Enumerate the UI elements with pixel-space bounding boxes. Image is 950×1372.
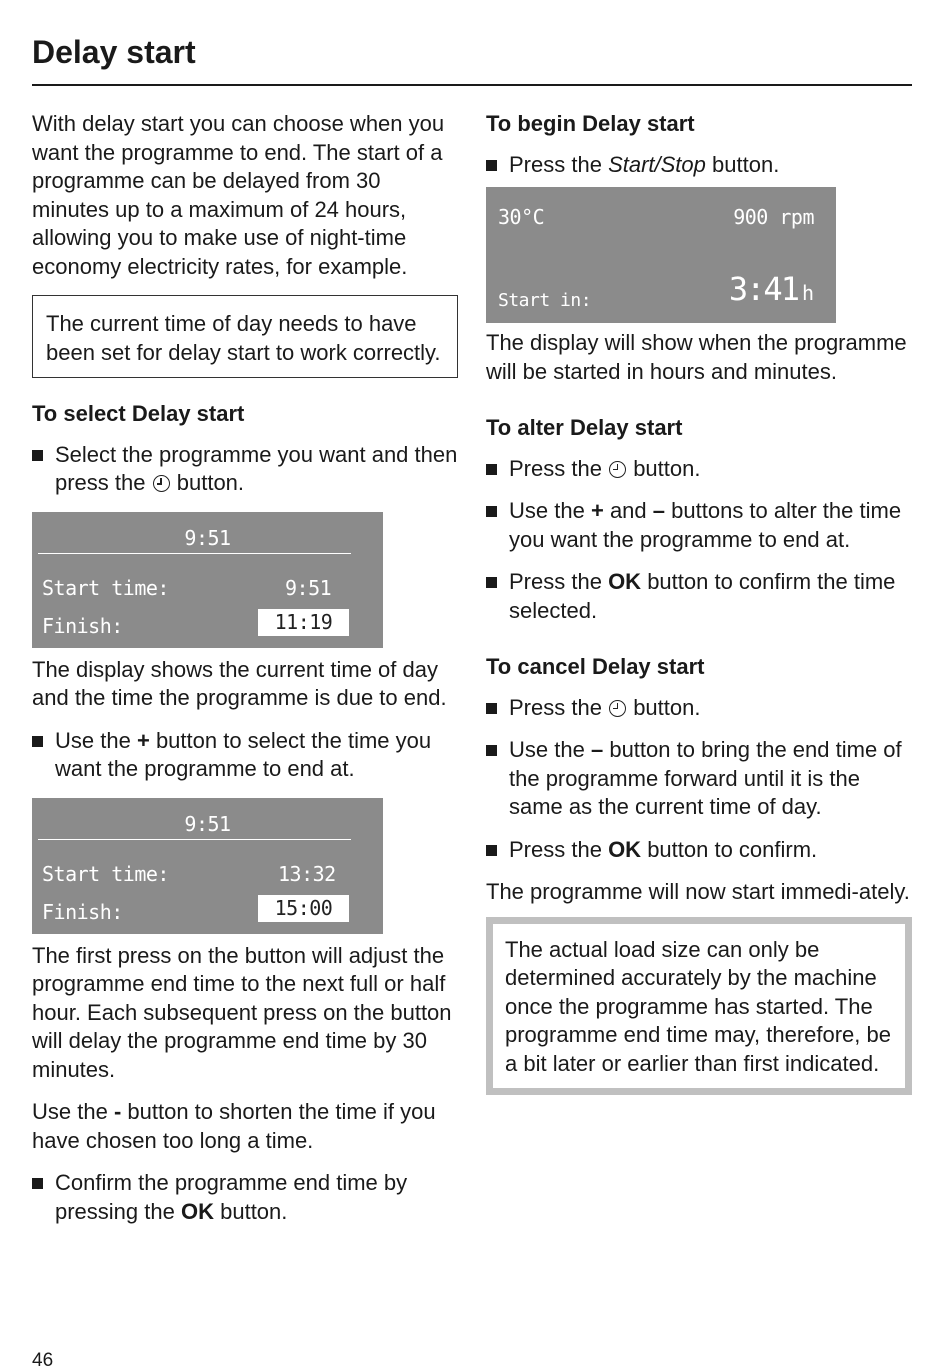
bullet-square-icon bbox=[486, 703, 497, 714]
step-text: buttons to alter the time you want the programme to end at. bbox=[509, 498, 902, 552]
display-finish-value: 15:00 bbox=[258, 895, 349, 922]
alter-plus-minus-step bbox=[486, 497, 912, 554]
step-text: Press the bbox=[509, 694, 602, 720]
time-of-day-note bbox=[32, 295, 458, 378]
step-text: button. bbox=[220, 1198, 288, 1224]
bullet-square-icon bbox=[486, 506, 497, 517]
step-text: Press the bbox=[509, 151, 602, 177]
step-text: Confirm the programme end time by pressing the bbox=[55, 1170, 408, 1224]
step-text: button. bbox=[712, 151, 780, 177]
step-text: Use the bbox=[509, 498, 585, 523]
step-text: button to confirm. bbox=[647, 836, 818, 862]
display-start-in bbox=[486, 187, 836, 323]
plus-button-step bbox=[32, 727, 458, 784]
right-column bbox=[486, 110, 912, 1095]
step-text: button to select the time you want the programme to end at. bbox=[55, 727, 432, 781]
begin-explanation: The display will show when the programme will be started in hours and minutes. bbox=[486, 330, 907, 384]
start-immediately-paragraph: The programme will now start immedi-ately. bbox=[486, 879, 910, 904]
step-text: and bbox=[609, 498, 647, 523]
plus-key: + bbox=[590, 498, 604, 523]
para-text: Use the bbox=[32, 1099, 108, 1124]
bullet-square-icon bbox=[486, 577, 497, 588]
display-temperature: 30°C bbox=[498, 205, 545, 229]
cancel-press-clock-step bbox=[486, 694, 912, 723]
display-start-in-label: Start in: bbox=[498, 290, 592, 311]
select-delay-start-heading: To select Delay start bbox=[32, 401, 245, 426]
select-programme-step bbox=[32, 441, 458, 498]
step-text: button to confirm the time selected. bbox=[509, 569, 896, 623]
bullet-square-icon bbox=[32, 736, 43, 747]
display-current-time: 9:51 bbox=[184, 525, 231, 550]
start-stop-step bbox=[486, 151, 912, 180]
page-number: 46 bbox=[32, 1350, 54, 1371]
alter-press-clock-step bbox=[486, 455, 912, 484]
display-current-time: 9:51 bbox=[184, 811, 231, 836]
alter-delay-start-heading: To alter Delay start bbox=[486, 415, 683, 440]
step-text: button to bring the end time of the programme forward until it is the same as the current time of day. bbox=[509, 737, 902, 819]
display-start-label: Start time: bbox=[42, 575, 169, 600]
display-time-value: 3:41 bbox=[728, 270, 798, 308]
first-press-paragraph: The first press on the button will adjust the programme end time to the next full or half hour. Each subsequent press on the button will delay the programme end time by 30 minutes. bbox=[32, 942, 452, 1082]
plus-key: + bbox=[136, 727, 150, 753]
cancel-ok-step bbox=[486, 836, 912, 865]
display-divider bbox=[38, 839, 351, 840]
bullet-square-icon bbox=[486, 160, 497, 171]
step-text: button. bbox=[633, 694, 701, 720]
para-text: button to shorten the time if you have chosen too long a time. bbox=[32, 1099, 436, 1153]
minus-key: – bbox=[590, 737, 604, 762]
start-stop-key: Start/Stop bbox=[608, 151, 706, 177]
minus-button-paragraph bbox=[32, 1098, 458, 1155]
step-text: Select the programme you want and then press the bbox=[55, 441, 458, 495]
cancel-delay-start-heading: To cancel Delay start bbox=[486, 654, 705, 679]
display-time-unit: h bbox=[801, 281, 814, 305]
cancel-minus-step bbox=[486, 736, 912, 822]
bullet-square-icon bbox=[32, 450, 43, 461]
display-start-label: Start time: bbox=[42, 861, 169, 886]
step-text: Press the bbox=[509, 836, 602, 862]
note-text: The current time of day needs to have been set for delay start to work correctly. bbox=[46, 311, 441, 365]
clock-button-icon bbox=[609, 461, 626, 478]
display-adjusted-end-time bbox=[32, 798, 383, 934]
display-finish-label: Finish: bbox=[42, 899, 123, 924]
clock-button-icon bbox=[609, 700, 626, 717]
title-divider bbox=[32, 84, 912, 86]
bullet-square-icon bbox=[32, 1178, 43, 1189]
display-start-value: 9:51 bbox=[285, 575, 332, 600]
step-text: Press the bbox=[509, 455, 602, 481]
step-text: button. bbox=[176, 470, 245, 495]
alter-ok-step bbox=[486, 568, 912, 625]
ok-key: OK bbox=[180, 1198, 214, 1224]
bullet-square-icon bbox=[486, 845, 497, 856]
display-current-end-time bbox=[32, 512, 383, 648]
confirm-ok-step bbox=[32, 1169, 458, 1226]
left-column bbox=[32, 110, 458, 1240]
display-start-in-time bbox=[728, 270, 814, 308]
step-text: Use the bbox=[509, 737, 585, 762]
bullet-square-icon bbox=[486, 464, 497, 475]
intro-paragraph: With delay start you can choose when you want the programme to end. The start of a programme can be delayed from 30 minutes up to a maximum of 24 hours, allowing you to make use of night-time economy electricity rates, for example. bbox=[32, 111, 445, 279]
display-finish-value: 11:19 bbox=[258, 609, 349, 636]
page-title: Delay start bbox=[32, 34, 196, 70]
bullet-square-icon bbox=[486, 745, 497, 756]
display-spin-speed: 900 rpm bbox=[733, 205, 814, 229]
clock-button-icon bbox=[153, 475, 170, 492]
load-size-note bbox=[486, 917, 912, 1096]
display-finish-label: Finish: bbox=[42, 613, 123, 638]
minus-key: – bbox=[652, 498, 666, 523]
minus-key: - bbox=[113, 1099, 122, 1124]
ok-key: OK bbox=[608, 569, 642, 594]
ok-key: OK bbox=[608, 836, 642, 862]
begin-delay-start-heading: To begin Delay start bbox=[486, 111, 695, 136]
display-divider bbox=[38, 553, 351, 554]
step-text: Press the bbox=[509, 569, 602, 594]
display-start-value: 13:32 bbox=[278, 861, 336, 886]
step-text: Use the bbox=[55, 727, 131, 753]
display-explanation: The display shows the current time of day and the time the programme is due to end. bbox=[32, 656, 447, 710]
step-text: button. bbox=[633, 455, 701, 481]
note-text: The actual load size can only be determined accurately by the machine once the programme has started. The programme end time may, therefore, be a bit later or earlier than first indicated. bbox=[505, 936, 891, 1076]
